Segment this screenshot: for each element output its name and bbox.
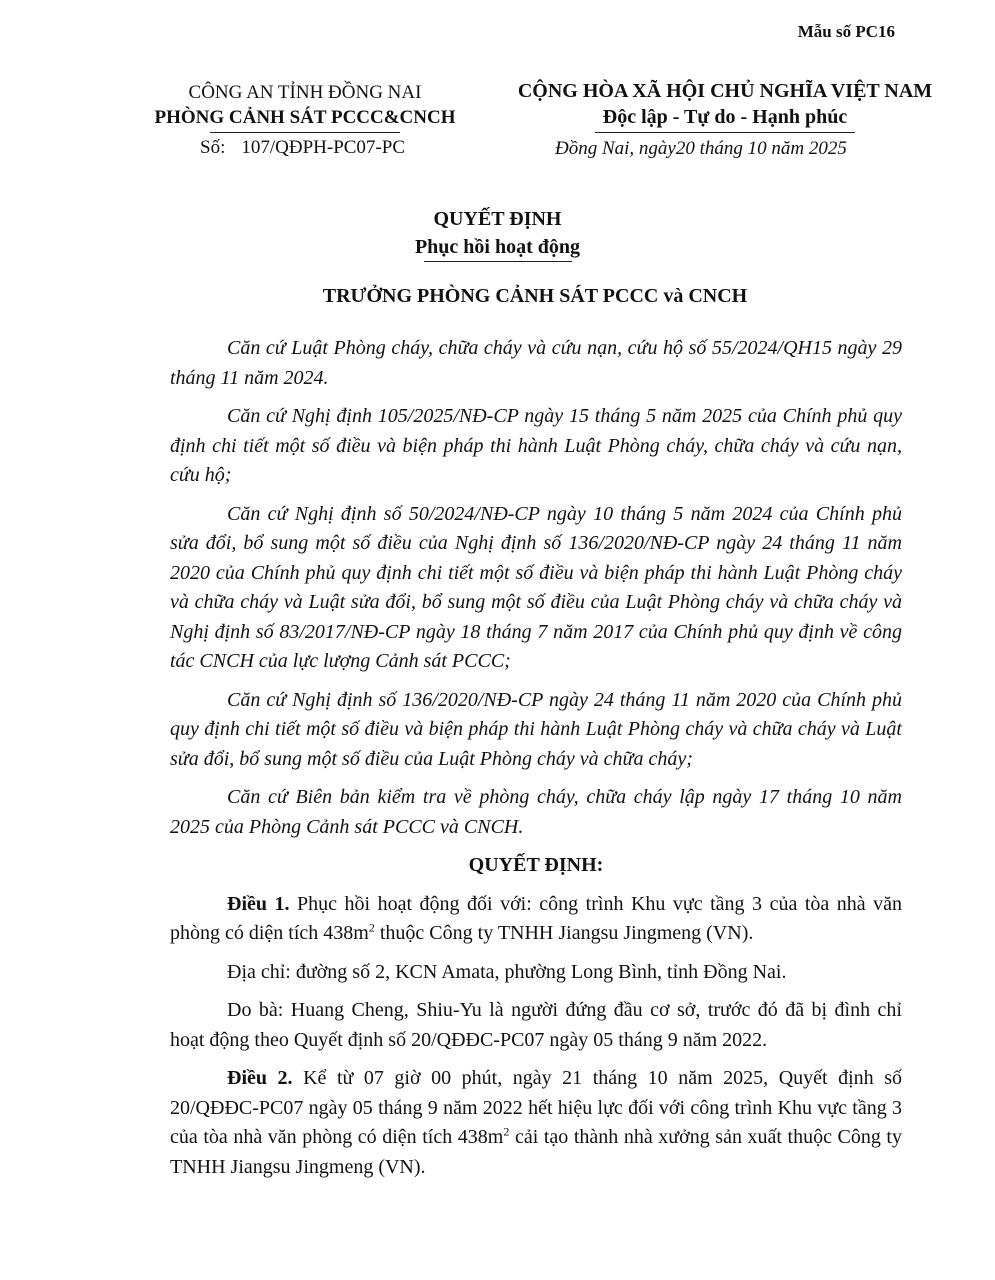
country-name: CỘNG HÒA XÃ HỘI CHỦ NGHĨA VIỆT NAM xyxy=(517,80,933,102)
legal-ground: Căn cứ Nghị định số 136/2020/NĐ-CP ngày 24 tháng 11 năm 2020 của Chính phủ quy định chi tiết một số điều và biện pháp thi hành Luật Phòng cháy và chữa cháy và Luật sửa đổi, bổ sung một số điều của Luật Phòng cháy và chữa cháy; xyxy=(170,688,902,770)
article-2 xyxy=(170,1064,902,1182)
document-number-value: 107/QĐPH-PC07-PC xyxy=(241,137,406,158)
legal-ground: Căn cứ Nghị định số 50/2024/NĐ-CP ngày 10 tháng 5 năm 2024 của Chính phủ sửa đổi, bổ sung một số điều của Nghị định số 136/2020/NĐ-CP ngày 24 tháng 11 năm 2020 của Chính phủ quy định chi tiết một số điều và biện pháp thi hành Luật Phòng cháy và chữa cháy và Luật sửa đổi, bổ sung một số điều của Luật Phòng cháy và chữa cháy và Nghị định số 83/2017/NĐ-CP ngày 18 tháng 7 năm 2017 của Chính phủ quy định về công tác CNCH của lực lượng Cảnh sát PCCC; xyxy=(170,502,902,672)
document-number-label: Số: xyxy=(200,137,226,158)
area-unit-superscript: 2 xyxy=(368,920,375,935)
title-main: QUYẾT ĐỊNH xyxy=(433,208,562,230)
title-underline xyxy=(424,261,572,262)
national-heading xyxy=(490,78,960,133)
agency-parent: CÔNG AN TỈNH ĐỒNG NAI xyxy=(188,82,422,103)
article-1-text: Phục hồi hoạt động đối với: công trình Khu vực tầng 3 của tòa nhà văn phòng có diện tích 438m xyxy=(170,892,903,944)
article-1-label: Điều 1. xyxy=(227,892,290,915)
decision-heading: QUYẾT ĐỊNH: xyxy=(468,854,604,876)
article-1-representative: Do bà: Huang Cheng, Shiu-Yu là người đứng đầu cơ sở, trước đó đã bị đình chỉ hoạt động theo Quyết định số 20/QĐĐC-PC07 ngày 05 tháng 9 năm 2022. xyxy=(170,999,902,1051)
document-body xyxy=(170,334,902,1191)
legal-ground: Căn cứ Luật Phòng cháy, chữa cháy và cứu nạn, cứu hộ số 55/2024/QH15 ngày 29 tháng 11 năm 2024. xyxy=(170,337,902,389)
agency-name: PHÒNG CẢNH SÁT PCCC&CNCH xyxy=(154,107,456,128)
article-1 xyxy=(170,890,902,949)
form-code: Mẫu số PC16 xyxy=(797,22,895,41)
motto-underline xyxy=(595,132,855,133)
legal-ground: Căn cứ Nghị định 105/2025/NĐ-CP ngày 15 tháng 5 năm 2025 của Chính phủ quy định chi tiết một số điều và biện pháp thi hành Luật Phòng cháy, chữa cháy và cứu nạn, cứu hộ; xyxy=(170,405,902,486)
article-2-label: Điều 2. xyxy=(227,1067,293,1089)
document-title xyxy=(0,205,995,262)
agency-underline xyxy=(210,132,400,133)
issuing-authority: TRƯỞNG PHÒNG CẢNH SÁT PCCC và CNCH xyxy=(322,285,748,307)
area-unit-superscript: 2 xyxy=(503,1124,510,1139)
article-2-text-end: cải tạo thành nhà xưởng sản xuất thuộc Công ty TNHH Jiangsu Jingmeng (VN). xyxy=(170,1126,902,1178)
document-number xyxy=(200,137,405,159)
title-sub: Phục hồi hoạt động xyxy=(414,236,581,258)
article-1-address: Địa chỉ: đường số 2, KCN Amata, phường Long Bình, tỉnh Đồng Nai. xyxy=(227,960,787,983)
place-date: Đồng Nai, ngày20 tháng 10 năm 2025 xyxy=(555,138,847,159)
article-1-text-end: thuộc Công ty TNHH Jiangsu Jingmeng (VN). xyxy=(379,922,754,944)
national-motto: Độc lập - Tự do - Hạnh phúc xyxy=(602,106,848,128)
issuing-agency xyxy=(120,80,490,133)
article-2-text: Kể từ 07 giờ 00 phút, ngày 21 tháng 10 năm 2025, Quyết định số 20/QĐĐC-PC07 ngày 05 tháng 9 năm 2022 hết hiệu lực đối với công trình Khu vực tầng 3 của tòa nhà văn phòng có diện tích 438m xyxy=(170,1067,903,1148)
legal-ground: Căn cứ Biên bản kiểm tra về phòng cháy, chữa cháy lập ngày 17 tháng 10 năm 2025 của Phòng Cảnh sát PCCC và CNCH. xyxy=(170,786,902,838)
